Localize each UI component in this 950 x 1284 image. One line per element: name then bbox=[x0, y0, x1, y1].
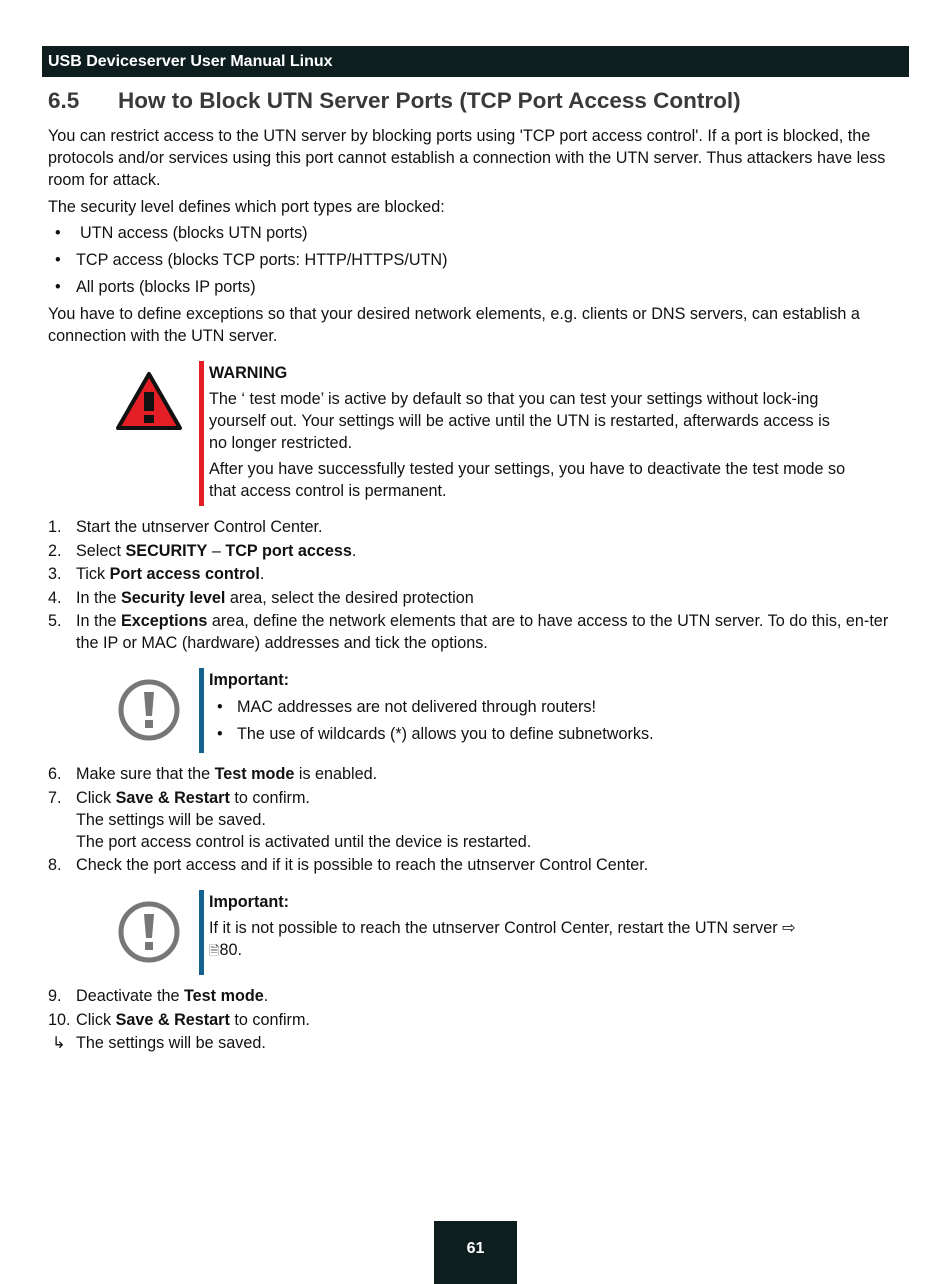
step-item: 2. Select SECURITY – TCP port access. bbox=[48, 542, 357, 560]
step-item: 1. Start the utnserver Control Center. bbox=[48, 518, 323, 536]
list-item: • All ports (blocks IP ports) bbox=[55, 278, 256, 296]
step-item: 5. In the Exceptions area, define the network elements that are to have access to the UTN server. To do this, en-ter the IP or MAC (hardware) addresses and tick the options. bbox=[48, 612, 889, 652]
warning-title: WARNING bbox=[209, 364, 288, 382]
section-number: 6.5 bbox=[48, 88, 80, 113]
important-icon bbox=[117, 678, 181, 742]
warning-note bbox=[209, 362, 849, 502]
important-text: If it is not possible to reach the utnserver Control Center, restart the UTN server ⇨ 🗎80. bbox=[209, 919, 796, 959]
page-number: 61 bbox=[434, 1221, 517, 1284]
exceptions-paragraph: You have to define exceptions so that your desired network elements, e.g. clients or DNS servers, can establish a connection with the UTN server. bbox=[48, 305, 860, 345]
list-item: • UTN access (blocks UTN ports) bbox=[55, 224, 308, 242]
warning-text: The ‘ test mode’ is active by default so that you can test your settings without lock-ing yourself out. Your settings will be active until the UTN is restarted, afterwards access is no longer restricted. bbox=[209, 390, 830, 452]
warning-text: After you have successfully tested your settings, you have to deactivate the test mode so that access control is permanent. bbox=[209, 460, 846, 500]
important-bar bbox=[199, 668, 204, 753]
section-title: How to Block UTN Server Ports (TCP Port Access Control) bbox=[118, 88, 741, 113]
page-ref-link[interactable]: 🗎80. bbox=[209, 941, 242, 959]
step-item: 10. Click Save & Restart to confirm. bbox=[48, 1011, 310, 1029]
important-title: Important: bbox=[209, 671, 290, 689]
security-level-paragraph: The security level defines which port types are blocked: bbox=[48, 198, 445, 216]
section-heading bbox=[48, 88, 928, 114]
step-item: 9. Deactivate the Test mode. bbox=[48, 987, 269, 1005]
document-icon: 🗎 bbox=[209, 944, 220, 959]
result-item: ↳ The settings will be saved. bbox=[52, 1034, 266, 1052]
step-item: 4. In the Security level area, select the desired protection bbox=[48, 589, 474, 607]
important-icon bbox=[117, 900, 181, 964]
step-item: 8. Check the port access and if it is possible to reach the utnserver Control Center. bbox=[48, 856, 649, 874]
result-arrow-icon: ↳ bbox=[52, 1034, 66, 1052]
step-item: 6. Make sure that the Test mode is enabled. bbox=[48, 765, 378, 783]
important-bar bbox=[199, 890, 204, 975]
arrow-icon: ⇨ bbox=[782, 919, 796, 937]
important-note bbox=[209, 891, 849, 963]
warning-icon bbox=[115, 370, 183, 432]
list-item: • MAC addresses are not delivered through routers! bbox=[217, 698, 597, 716]
warning-bar bbox=[199, 361, 204, 506]
document-header: USB Deviceserver User Manual Linux bbox=[42, 46, 909, 77]
intro-paragraph: You can restrict access to the UTN server by blocking ports using 'TCP port access control'. If a port is blocked, the protocols and/or services using this port cannot establish a connection with the UTN server. Thus attackers have less room for attack. bbox=[48, 127, 886, 189]
important-note bbox=[209, 669, 849, 745]
step-item: 3. Tick Port access control. bbox=[48, 565, 265, 583]
step-item: 7. Click Save & Restart to confirm. The settings will be saved. The port access control is activated until the device is restarted. bbox=[48, 789, 532, 851]
list-item: • TCP access (blocks TCP ports: HTTP/HTTPS/UTN) bbox=[55, 251, 448, 269]
list-item: • The use of wildcards (*) allows you to define subnetworks. bbox=[217, 725, 654, 743]
important-title: Important: bbox=[209, 893, 290, 911]
